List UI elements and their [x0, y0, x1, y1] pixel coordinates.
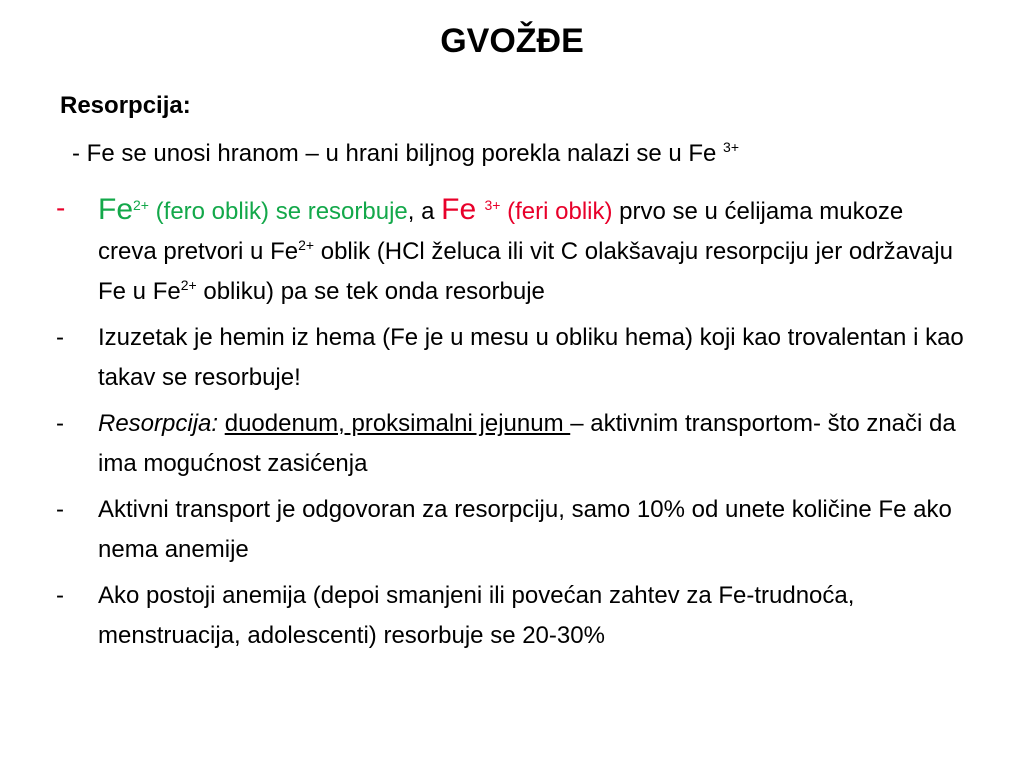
b1-superscript-b: 2+	[180, 277, 197, 293]
b1-text-part2: oblik (HCl želuca ili vit C olakšavaju resorpciju jer održavaju Fe u Fe	[98, 238, 953, 305]
b3-rest: – aktivnim transportom- što znači da ima mogućnost zasićenja	[98, 410, 956, 477]
b4-text: Aktivni transport je odgovoran za resorpciju, samo 10% od unete količine Fe ako nema anemije	[98, 496, 952, 563]
b2-text: Izuzetak je hemin iz hema (Fe je u mesu u obliku hema) koji kao trovalentan i kao takav se resorbuje!	[98, 324, 964, 391]
bullet-dash: -	[56, 410, 64, 437]
bullet-dash: -	[56, 496, 64, 523]
fe3-superscript: 3+	[484, 197, 501, 213]
bullet-list	[56, 190, 966, 662]
section-heading: Resorpcija:	[60, 92, 191, 119]
list-item	[56, 318, 966, 398]
list-item	[56, 404, 966, 484]
fe2-superscript: 2+	[133, 197, 149, 213]
list-item	[56, 490, 966, 570]
intro-line	[72, 140, 739, 168]
intro-text: - Fe se unosi hranom – u hrani biljnog porekla nalazi se u Fe	[72, 140, 724, 167]
b1-text-part3: obliku) pa se tek onda resorbuje	[196, 278, 545, 305]
b3-label: Resorpcija:	[98, 410, 219, 437]
list-item	[56, 190, 966, 312]
slide-title: GVOŽĐE	[440, 22, 584, 60]
b3-underlined: duodenum, proksimalni jejunum	[224, 410, 571, 437]
fe3-label: Fe	[441, 193, 485, 226]
b1-text-part1: prvo se u ćelijama mukoze creva pretvori u Fe	[98, 198, 904, 265]
feri-text: (feri oblik)	[500, 198, 613, 225]
list-item	[56, 576, 966, 656]
bullet-dash: -	[56, 582, 64, 609]
bullet-dash: -	[56, 192, 66, 223]
fe2-label: Fe	[98, 193, 134, 226]
fero-text: (fero oblik) se resorbuje	[148, 198, 408, 225]
b5-text: Ako postoji anemija (depoi smanjeni ili povećan zahtev za Fe-trudnoća, menstruacija, adolescenti) resorbuje se 20-30%	[98, 582, 855, 649]
b1-superscript-a: 2+	[298, 237, 315, 253]
comma-a-text: , a	[407, 198, 442, 225]
intro-superscript: 3+	[723, 139, 739, 155]
b3-space	[218, 410, 225, 437]
bullet-dash: -	[56, 324, 64, 351]
